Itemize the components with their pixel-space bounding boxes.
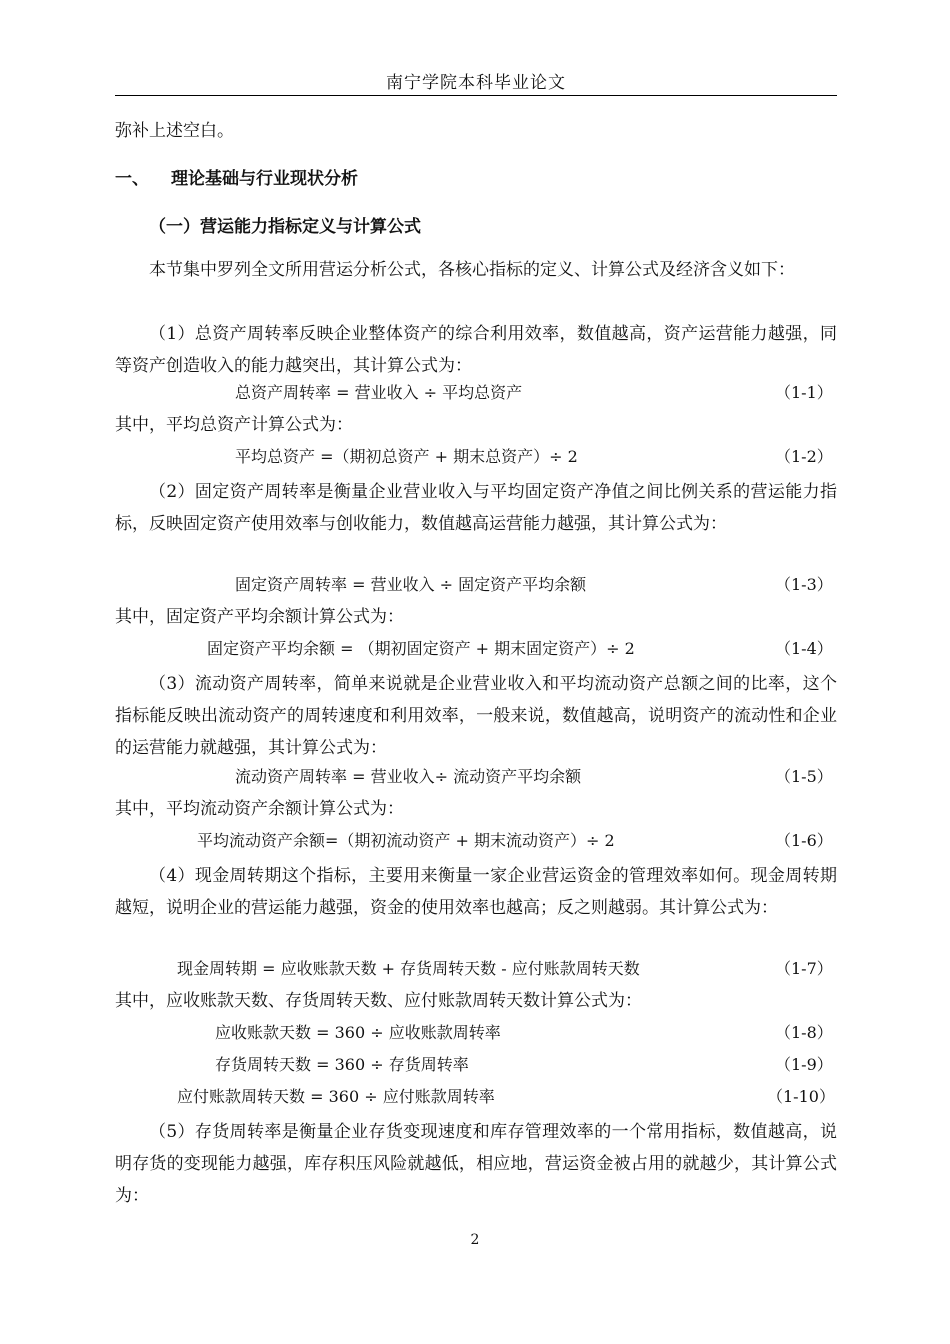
section-number: 一、 <box>115 169 149 189</box>
item-1-paragraph: （1）总资产周转率反映企业整体资产的综合利用效率，数值越高，资产运营能力越强，同等资产创造收入的能力越突出，其计算公式为： <box>115 324 837 376</box>
formula-number-1-4: （1-4） <box>775 639 833 658</box>
formula-1-6: 平均流动资产余额=（期初流动资产 + 期末流动资产）÷ 2 <box>197 831 615 850</box>
subsection-heading: （一）营运能力指标定义与计算公式 <box>149 217 421 237</box>
section-title: 理论基础与行业现状分析 <box>171 169 358 189</box>
formula-1-3: 固定资产周转率 = 营业收入 ÷ 固定资产平均余额 <box>235 575 587 594</box>
formula-1-10: 应付账款周转天数 = 360 ÷ 应付账款周转率 <box>177 1087 495 1106</box>
formula-1-4: 固定资产平均余额 = （期初固定资产 + 期末固定资产）÷ 2 <box>207 639 635 658</box>
item-1-note: 其中，平均总资产计算公式为： <box>115 415 353 435</box>
item-5-paragraph: （5）存货周转率是衡量企业存货变现速度和库存管理效率的一个常用指标，数值越高，说明存货的变现能力越强，库存积压风险就越低，相应地，营运资金被占用的就越少，其计算公式为： <box>115 1122 837 1206</box>
formula-1-1: 总资产周转率 = 营业收入 ÷ 平均总资产 <box>235 383 523 402</box>
formula-1-7: 现金周转期 = 应收账款天数 + 存货周转天数 - 应付账款周转天数 <box>177 959 640 978</box>
formula-number-1-6: （1-6） <box>775 831 833 850</box>
item-3-note: 其中，平均流动资产余额计算公式为： <box>115 799 404 819</box>
item-4-note: 其中，应收账款天数、存货周转天数、应付账款周转天数计算公式为： <box>115 991 642 1011</box>
formula-number-1-2: （1-2） <box>775 447 833 466</box>
intro-tail-text: 弥补上述空白。 <box>115 121 234 141</box>
formula-1-2: 平均总资产 =（期初总资产 + 期末总资产）÷ 2 <box>235 447 578 466</box>
formula-number-1-9: （1-9） <box>775 1055 833 1074</box>
formula-1-5: 流动资产周转率 = 营业收入÷ 流动资产平均余额 <box>235 767 582 786</box>
item-2-paragraph: （2）固定资产周转率是衡量企业营业收入与平均固定资产净值之间比例关系的营运能力指标，反映固定资产使用效率与创收能力，数值越高运营能力越强，其计算公式为： <box>115 482 837 534</box>
item-3-paragraph: （3）流动资产周转率，简单来说就是企业营业收入和平均流动资产总额之间的比率，这个指标能反映出流动资产的周转速度和利用效率，一般来说，数值越高，说明资产的流动性和企业的运营能力就越强，其计算公式为： <box>115 674 837 758</box>
formula-number-1-3: （1-3） <box>775 575 833 594</box>
lead-paragraph: 本节集中罗列全文所用营运分析公式，各核心指标的定义、计算公式及经济含义如下： <box>149 260 795 280</box>
header-divider <box>115 95 837 96</box>
formula-number-1-1: （1-1） <box>775 383 833 402</box>
formula-1-8: 应收账款天数 = 360 ÷ 应收账款周转率 <box>215 1023 501 1042</box>
formula-1-9: 存货周转天数 = 360 ÷ 存货周转率 <box>215 1055 469 1074</box>
page-number: 2 <box>470 1232 480 1248</box>
formula-number-1-8: （1-8） <box>775 1023 833 1042</box>
formula-number-1-5: （1-5） <box>775 767 833 786</box>
formula-number-1-10: （1-10） <box>767 1087 835 1106</box>
formula-number-1-7: （1-7） <box>775 959 833 978</box>
item-2-note: 其中，固定资产平均余额计算公式为： <box>115 607 404 627</box>
page-header: 南宁学院本科毕业论文 <box>386 73 566 93</box>
item-4-paragraph: （4）现金周转期这个指标，主要用来衡量一家企业营运资金的管理效率如何。现金周转期越短，说明企业的营运能力越强，资金的使用效率也越高；反之则越弱。其计算公式为： <box>115 866 837 918</box>
section-heading <box>115 167 837 191</box>
